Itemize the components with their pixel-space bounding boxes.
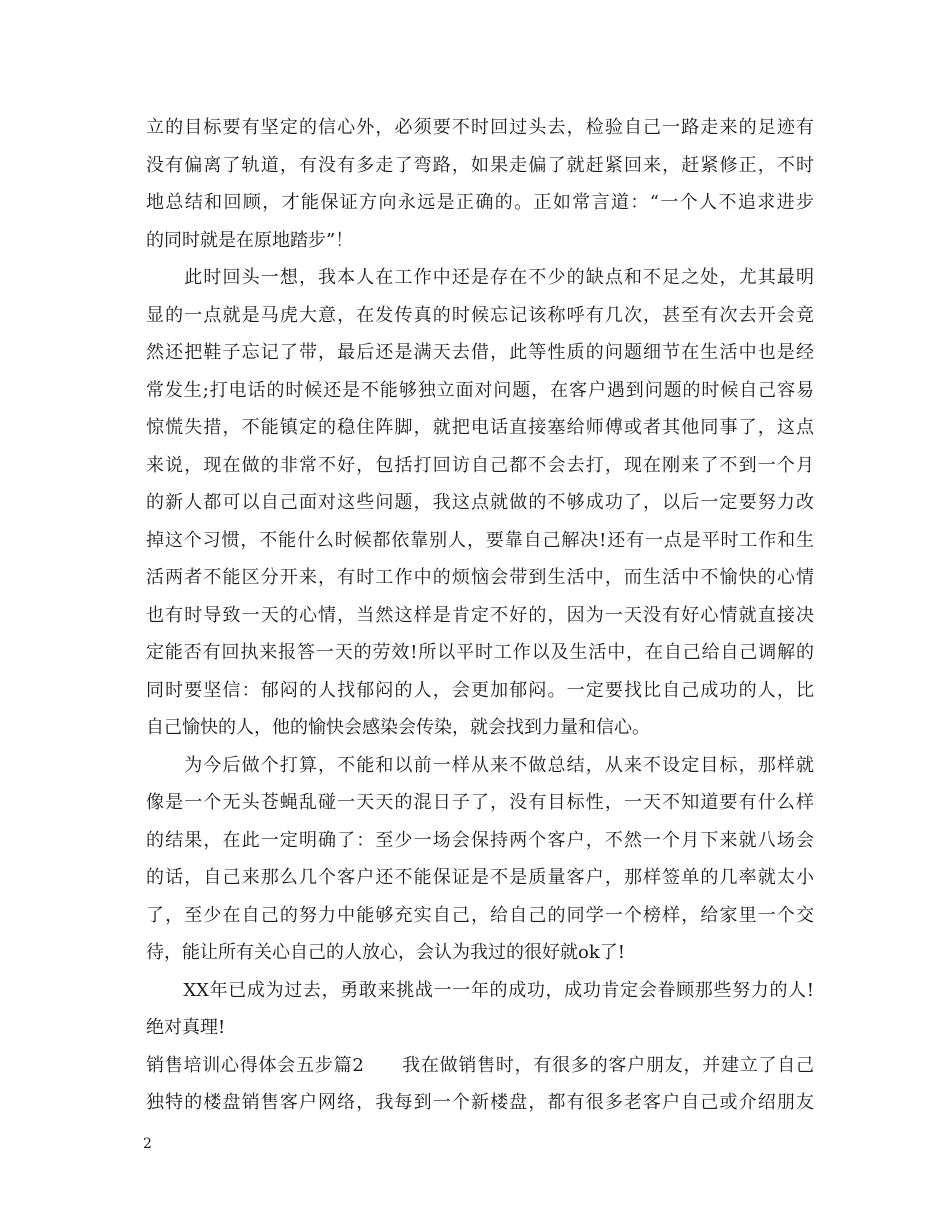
text-line: 自己愉快的人，他的愉快会感染会传染，就会找到力量和信心。: [146, 717, 650, 738]
text-line: 显的一点就是马虎大意，在发传真的时候忘记该称呼有几次，甚至有次去开会竟: [146, 304, 814, 326]
text-line: 惊慌失措，不能镇定的稳住阵脚，就把电话直接塞给师傅或者其他同事了，这点: [146, 417, 814, 438]
text-line: 活两者不能区分开来，有时工作中的烦恼会带到生活中，而生活中不愉快的心情: [146, 567, 814, 588]
text-line: 地总结和回顾，才能保证方向永远是正确的。正如常言道：“一个人不追求进步: [146, 192, 814, 213]
text-line: 销售培训心得体会五步篇2 我在做销售时，有很多的客户朋友，并建立了自己: [146, 1054, 814, 1076]
text-line: 然还把鞋子忘记了带，最后还是满天去借，此等性质的问题细节在生活中也是经: [146, 342, 814, 363]
text-line: 来说，现在做的非常不好，包括打回访自己都不会去打，现在刚来了不到一个月: [146, 454, 814, 476]
text-line: 此时回头一想，我本人在工作中还是存在不少的缺点和不足之处，尤其最明: [146, 267, 814, 288]
text-line: 的话，自己来那么几个客户还不能保证是不是质量客户，那样签单的几率就太小: [146, 867, 814, 888]
text-line: XX年已成为过去，勇敢来挑战一一年的成功，成功肯定会眷顾那些努力的人!: [146, 979, 814, 1001]
text-line: 的同时就是在原地踏步”！: [146, 229, 354, 251]
text-line: 立的目标要有坚定的信心外，必须要不时回过头去，检验自己一路走来的足迹有: [146, 117, 814, 138]
text-line: 常发生;打电话的时候还是不能够独立面对问题，在客户遇到问题的时候自己容易: [146, 379, 814, 401]
body-text: [146, 109, 814, 1122]
text-line: 的新人都可以自己面对这些问题，我这点就做的不够成功了，以后一定要努力改: [146, 492, 814, 513]
text-line: 像是一个无头苍蝇乱碰一天天的混日子了，没有目标性，一天不知道要有什么样: [146, 792, 814, 813]
text-line: 同时要坚信：郁闷的人找郁闷的人，会更加郁闷。一定要找比自己成功的人，比: [146, 679, 814, 701]
text-line: 了，至少在自己的努力中能够充实自己，给自己的同学一个榜样，给家里一个交: [146, 904, 814, 926]
text-line: 的结果，在此一定明确了：至少一场会保持两个客户，不然一个月下来就八场会: [146, 829, 814, 851]
text-line: 待，能让所有关心自己的人放心，会认为我过的很好就ok了!: [146, 942, 625, 963]
text-line: 定能否有回执来报答一天的劳效!所以平时工作以及生活中，在自己给自己调解的: [146, 642, 814, 663]
text-line: 绝对真理!: [146, 1017, 226, 1038]
text-line: 为今后做个打算，不能和以前一样从来不做总结，从来不设定目标，那样就: [146, 754, 814, 776]
text-line: 也有时导致一天的心情，当然这样是肯定不好的，因为一天没有好心情就直接决: [146, 604, 814, 626]
text-line: 没有偏离了轨道，有没有多走了弯路，如果走偏了就赶紧回来，赶紧修正，不时: [146, 154, 814, 176]
text-line: 掉这个习惯，不能什么时候都依靠别人，要靠自己解决!还有一点是平时工作和生: [146, 529, 814, 551]
page-number: 2: [143, 1136, 152, 1152]
text-line: 独特的楼盘销售客户网络，我每到一个新楼盘，都有很多老客户自己或介绍朋友: [146, 1092, 814, 1113]
